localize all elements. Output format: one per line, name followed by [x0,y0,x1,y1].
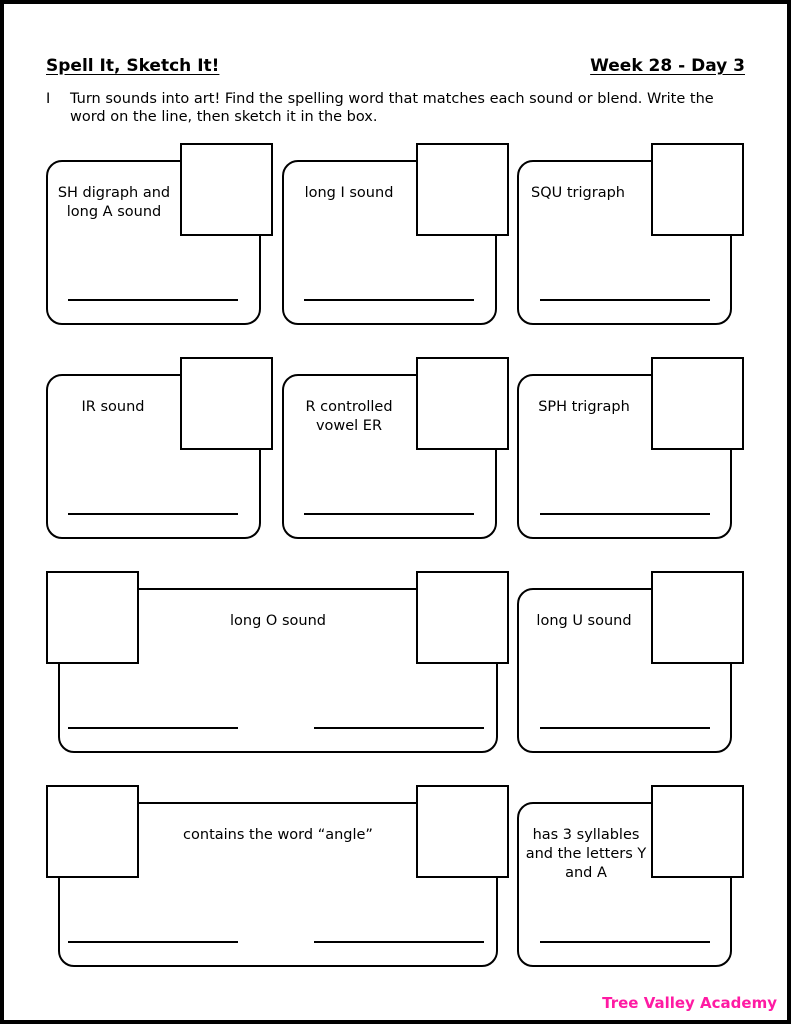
sketch-box-2[interactable] [416,143,509,236]
sound-label-7: long O sound [230,613,326,629]
sketch-box-9a[interactable] [46,785,139,878]
answer-line-10[interactable] [540,941,710,943]
sketch-box-6[interactable] [651,357,744,450]
sketch-box-1[interactable] [180,143,273,236]
sound-label-9: contains the word “angle” [183,827,373,843]
sound-label-4: IR sound [81,399,145,415]
sketch-box-7b[interactable] [416,571,509,664]
answer-line-1[interactable] [68,299,238,301]
sketch-box-9b[interactable] [416,785,509,878]
instructions [46,90,746,126]
brand-footer: Tree Valley Academy [602,994,777,1012]
sound-label-10: has 3 syllables and the letters Y and A [525,827,647,881]
answer-line-6[interactable] [540,513,710,515]
sound-label-2: long I sound [304,185,394,201]
answer-line-5[interactable] [304,513,474,515]
answer-line-7b[interactable] [314,727,484,729]
sound-label-5: R controlled vowel ER [305,399,393,434]
sketch-box-4[interactable] [180,357,273,450]
sound-label-3: SQU trigraph [531,185,625,201]
sketch-box-5[interactable] [416,357,509,450]
week-day-label: Week 28 - Day 3 [590,56,745,76]
sound-label-6: SPH trigraph [538,399,630,415]
answer-line-3[interactable] [540,299,710,301]
sketch-box-3[interactable] [651,143,744,236]
answer-line-7a[interactable] [68,727,238,729]
instructions-text: Turn sounds into art! Find the spelling word that matches each sound or blend. Write the word on the line, then sketch it in the box. [70,91,714,125]
worksheet-title: Spell It, Sketch It! [46,56,220,76]
answer-line-2[interactable] [304,299,474,301]
sketch-box-10[interactable] [651,785,744,878]
sound-label-1: SH digraph and long A sound [57,185,171,220]
answer-line-9b[interactable] [314,941,484,943]
answer-line-9a[interactable] [68,941,238,943]
instructions-marker: I [46,91,51,107]
sketch-box-8[interactable] [651,571,744,664]
answer-line-8[interactable] [540,727,710,729]
sound-label-8: long U sound [536,613,632,629]
sketch-box-7a[interactable] [46,571,139,664]
answer-line-4[interactable] [68,513,238,515]
